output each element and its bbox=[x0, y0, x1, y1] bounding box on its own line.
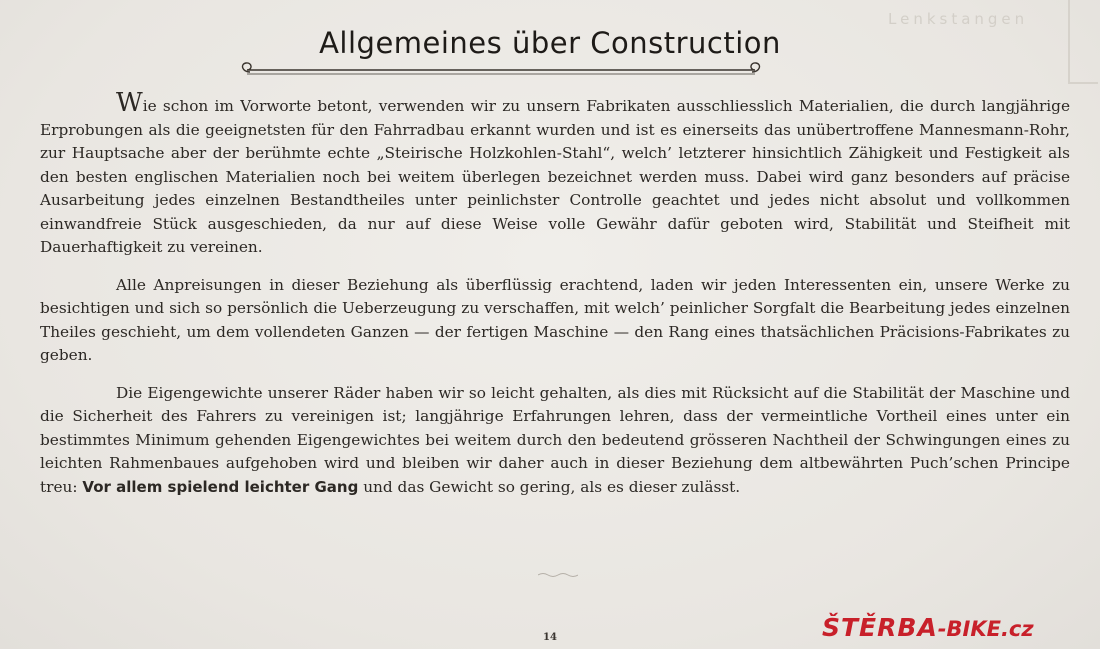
paragraph-3-text: Die Eigengewichte unserer Räder haben wir so leicht gehalten, als dies mit Rücksicht auf die Stabilität der Maschine und die Sicherheit des Fahrers zu vereinigen ist; langjährige Erfahrungen lehren, dass der vermeintliche Vortheil eines unter ein bestimmtes Minimum gehenden Eigengewichtes bei weitem durch den bedeutend grösseren Nachtheil der Schwingungen eines zu leichten Rahmenbaues aufgehoben wird und bleiben wir daher auch in dieser Beziehung dem altbewährten Puch’schen Principe treu: bbox=[40, 383, 1070, 496]
page-title: Allgemeines über Construction bbox=[319, 26, 781, 60]
article-body bbox=[40, 90, 1070, 513]
section-divider-ornament bbox=[538, 572, 578, 578]
paragraph-3-tail: und das Gewicht so gering, als es dieser zulässt. bbox=[363, 477, 741, 496]
watermark-suffix: -BIKE.cz bbox=[937, 617, 1034, 641]
watermark-logo bbox=[822, 612, 1094, 644]
paragraph-1-text: ie schon im Vorworte betont, verwenden wir zu unsern Fabrikaten ausschliesslich Materialien, die durch langjährige Erprobungen als die geeignetsten für den Fahrradbau erkannt wurden und ist es einerseits das unübertroffene Mannesmann-Rohr, zur Hauptsache aber der berühmte echte „Steirische Holzkohlen-Stahl“, welch’ letzterer hinsichtlich Zähigkeit und Festigkeit als den besten englischen Materialien noch bei weitem überlegen bezeichnet werden muss. Dabei wird ganz besonders auf präcise Ausarbeitung jedes einzelnen Bestandtheiles unter peinlichster Controlle geachtet und jedes nicht absolut und vollkommen einwandfreie Stück ausgeschieden, da nur auf diese Weise volle Gewähr dafür geboten wird, Stabilität und Steifheit mit Dauerhaftigkeit zu vereinen. bbox=[40, 97, 1070, 256]
title-flourish-ornament bbox=[236, 58, 766, 82]
paragraph-3 bbox=[40, 382, 1070, 500]
drop-cap: W bbox=[116, 88, 143, 118]
bleed-through-text: Lenkstangen bbox=[888, 10, 1029, 28]
paragraph-1 bbox=[40, 90, 1070, 260]
watermark-brand: ŠTĚRBA bbox=[822, 613, 938, 642]
paragraph-3-emphasis: Vor allem spielend leichter Gang bbox=[82, 477, 359, 496]
paragraph-2: Alle Anpreisungen in dieser Beziehung als überflüssig erachtend, laden wir jeden Interessenten ein, unsere Werke zu besichtigen und sich so persönlich die Ueberzeugung zu verschaffen, mit welch’ peinlicher Sorgfalt die Bearbeitung jedes einzelnen Theiles geschieht, um dem vollendeten Ganzen — der fertigen Maschine — den Rang eines thatsächlichen Präcisions-Fabrikates zu geben. bbox=[40, 275, 1070, 364]
page-number: 14 bbox=[543, 632, 557, 643]
